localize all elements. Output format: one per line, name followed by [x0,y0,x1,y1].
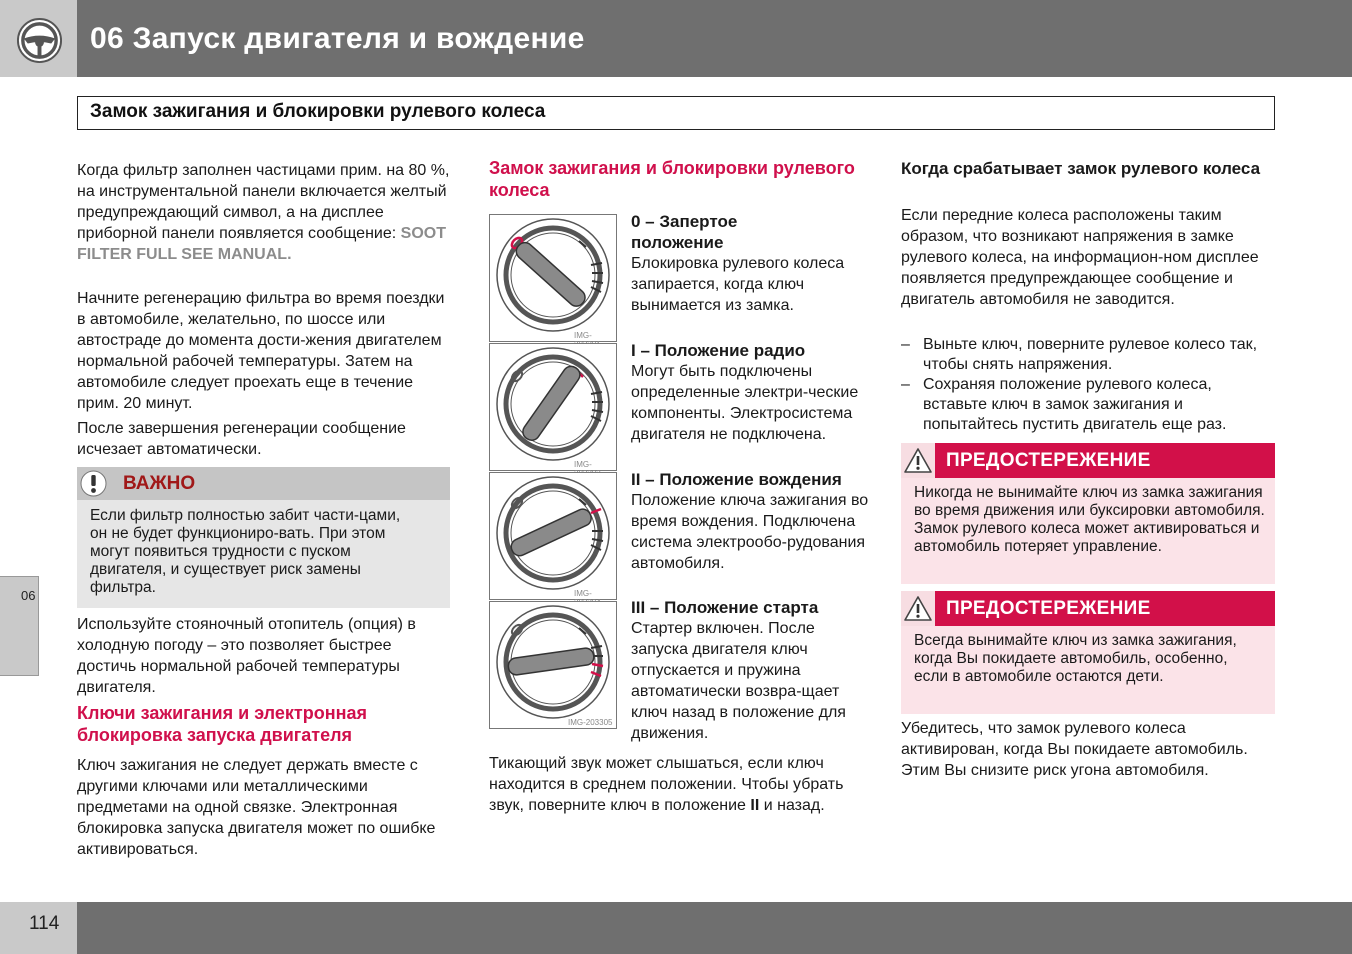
ignition-dial-drawing [490,473,616,599]
bullet-item: – Сохраняя положение рулевого колеса, вставьте ключ в замок зажигания и попытайтесь пустить двигатель еще раз. [901,375,1275,435]
chapter-side-tab-label: 06 [21,588,36,603]
warning-triangle-icon [903,595,933,622]
col2-bottom-text-end: и назад. [763,797,825,814]
col1-para1 [77,160,452,265]
position-i-block [631,340,871,445]
col3-para2: Убедитесь, что замок рулевого колеса активирован, когда Вы покидаете автомобиль. Этим Вы снизите риск угона автомобиля. [901,720,1248,779]
col1-para1-text: Когда фильтр заполнен частицами прим. на 80 %, на инструментальной панели включается желтый предупреждающий символ, а на дисплее приборной панели появляется сообщение: [77,162,450,242]
position-0-block [631,211,871,316]
col1-para5: Ключ зажигания не следует держать вместе с другими ключами или металлическими предметами на одной связке. Электронная блокировка запуска двигателя может по ошибке активироваться. [77,757,436,858]
page-number: 114 [29,913,60,934]
position-i-title: I – Положение радио [631,341,806,360]
ignition-dial-drawing [490,215,616,341]
footer-bar [77,902,1352,954]
warning2-title: ПРЕДОСТЕРЕЖЕНИЕ [946,598,1151,619]
position-ii-ref: II [750,797,760,814]
steering-wheel-icon [16,17,63,64]
warning-triangle-icon [903,447,933,474]
col1-heading-keys: Ключи зажигания и электронная блокировка запуска двигателя [77,703,367,745]
image-code: IMG- [574,589,592,598]
col2-heading: Замок зажигания и блокировки рулевого колеса [489,158,855,200]
important-title: ВАЖНО [123,473,196,494]
ignition-dial-position-i [489,343,617,471]
position-0-title: 0 – Запертое положение [631,212,738,252]
display-message: SOOT FILTER FULL SEE MANUAL. [77,225,446,263]
position-iii-text: Стартер включен. После запуска двигателя ключ отпускается и пружина автоматически возвра-щает ключ назад в положение для движения. [631,620,846,742]
exclamation-icon [77,467,110,500]
position-i-text: Могут быть подключены определенные электри-ческие компоненты. Электросистема двигателя не подключена. [631,363,859,443]
col2-bottom-para [489,753,844,816]
position-ii-text: Положение ключа зажигания во время вождения. Подключена система электрообо-рудования автомобиля. [631,492,869,572]
important-text: Если фильтр полностью забит части-цами, он не будет функциониро-вать. При этом могут появиться трудности с пуском двигателя, и существует риск замены фильтра. [90,507,401,596]
col3-heading: Когда срабатывает замок рулевого колеса [901,159,1261,178]
col3-para1: Если передние колеса расположены таким образом, что возникают напряжения в замке рулевого колеса, на информацион-ном дисплее появляется предупреждающее сообщение и двигатель автомобиля не заводится. [901,207,1259,308]
warning1-title: ПРЕДОСТЕРЕЖЕНИЕ [946,450,1151,471]
section-title: Замок зажигания и блокировки рулевого колеса [90,101,546,122]
position-ii-title: II – Положение вождения [631,470,842,489]
chapter-title: 06 Запуск двигателя и вождение [90,22,585,55]
col1-para4: Используйте стояночный отопитель (опция) в холодную погоду – это позволяет быстрее достичь нормальной рабочей температуры двигателя. [77,616,416,696]
col1-para3: После завершения регенерации сообщение исчезает автоматически. [77,420,406,458]
col3-bullet-list [901,335,1275,435]
position-iii-title: III – Положение старта [631,598,819,617]
warning1-text: Никогда не вынимайте ключ из замка зажигания во время движения или буксировки автомобиля. Замок рулевого колеса может активироваться и автомобиль потеряет управление. [914,484,1265,555]
position-ii-block [631,469,871,574]
ignition-dial-position-0 [489,214,617,342]
position-iii-block [631,597,871,744]
ignition-dial-position-iii [489,601,617,729]
warning2-text: Всегда вынимайте ключ из замка зажигания, когда Вы покидаете автомобиль, особенно, если в автомобиле остаются дети. [914,632,1237,685]
col1-para2: Начните регенерацию фильтра во время поездки в автомобиле, желательно, по шоссе или автостраде до момента дости-жения двигателем нормальной рабочей температуры. Затем на автомобиле следует проехать еще в течение прим. 20 минут. [77,290,445,412]
ignition-dial-drawing [490,344,616,470]
position-0-text: Блокировка рулевого колеса запирается, когда ключ вынимается из замка. [631,255,845,314]
col2-bottom-text: Тикающий звук может слышаться, если ключ находится в среднем положении. Чтобы убрать звук, поверните ключ в положение [489,755,844,814]
bullet-item: – Выньте ключ, поверните рулевое колесо так, чтобы снять напряжения. [901,335,1275,375]
ignition-dial-drawing [490,602,616,728]
ignition-dial-position-ii [489,472,617,600]
image-code: IMG-203305 [568,718,613,727]
image-code: IMG- [574,460,592,469]
image-code: IMG- [574,331,592,340]
